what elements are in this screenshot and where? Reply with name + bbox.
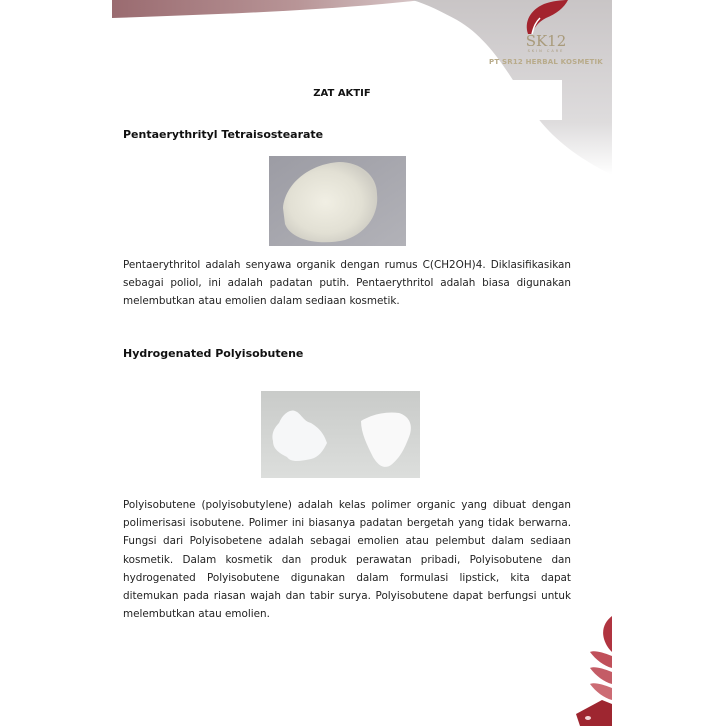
- logo-tagline: SKIN CARE: [527, 49, 565, 53]
- section-heading-polyisobutene: Hydrogenated Polyisobutene: [123, 347, 304, 360]
- white-powder-photo: [269, 156, 406, 246]
- leaf-logo-icon: [520, 0, 570, 34]
- page-title: ZAT AKTIF: [313, 88, 371, 99]
- company-name: PT SR12 HERBAL KOSMETIK: [489, 58, 603, 66]
- white-solid-pieces-photo: [261, 391, 420, 478]
- section-heading-pentaerythrityl: Pentaerythrityl Tetraisostearate: [123, 128, 324, 141]
- section-text-pentaerythrityl: Pentaerythritol adalah senyawa organik dengan rumus C(CH2OH)4. Diklasifikasikan sebagai poliol, ini adalah padatan putih. Pentaerythritol adalah biasa digunakan melembutkan atau emolien dalam sediaan kosmetik.: [123, 259, 571, 308]
- section-text-polyisobutene: Polyisobutene (polyisobutylene) adalah kelas polimer organic yang dibuat dengan polimerisasi isobutene. Polimer ini biasanya padatan bergetah yang tidak berwarna. Fungsi dari Polyisobetene adalah sebagai emolien atau pelembut dalam sediaan kosmetik. Dalam kosmetik dan produk perawatan pribadi, Polyisobutene dan hydrogenated Polyisobutene digunakan dalam formulasi lipstick, kita dapat ditemukan pada riasan wajah dan tabir surya. Polyisobutene dapat berfungsi untuk melembutkan atau emolien.: [123, 499, 571, 621]
- leaf-decoration-icon: [572, 616, 612, 726]
- document-page: [112, 0, 612, 726]
- logo-brand: SK12: [525, 32, 567, 50]
- company-logo: [480, 0, 612, 80]
